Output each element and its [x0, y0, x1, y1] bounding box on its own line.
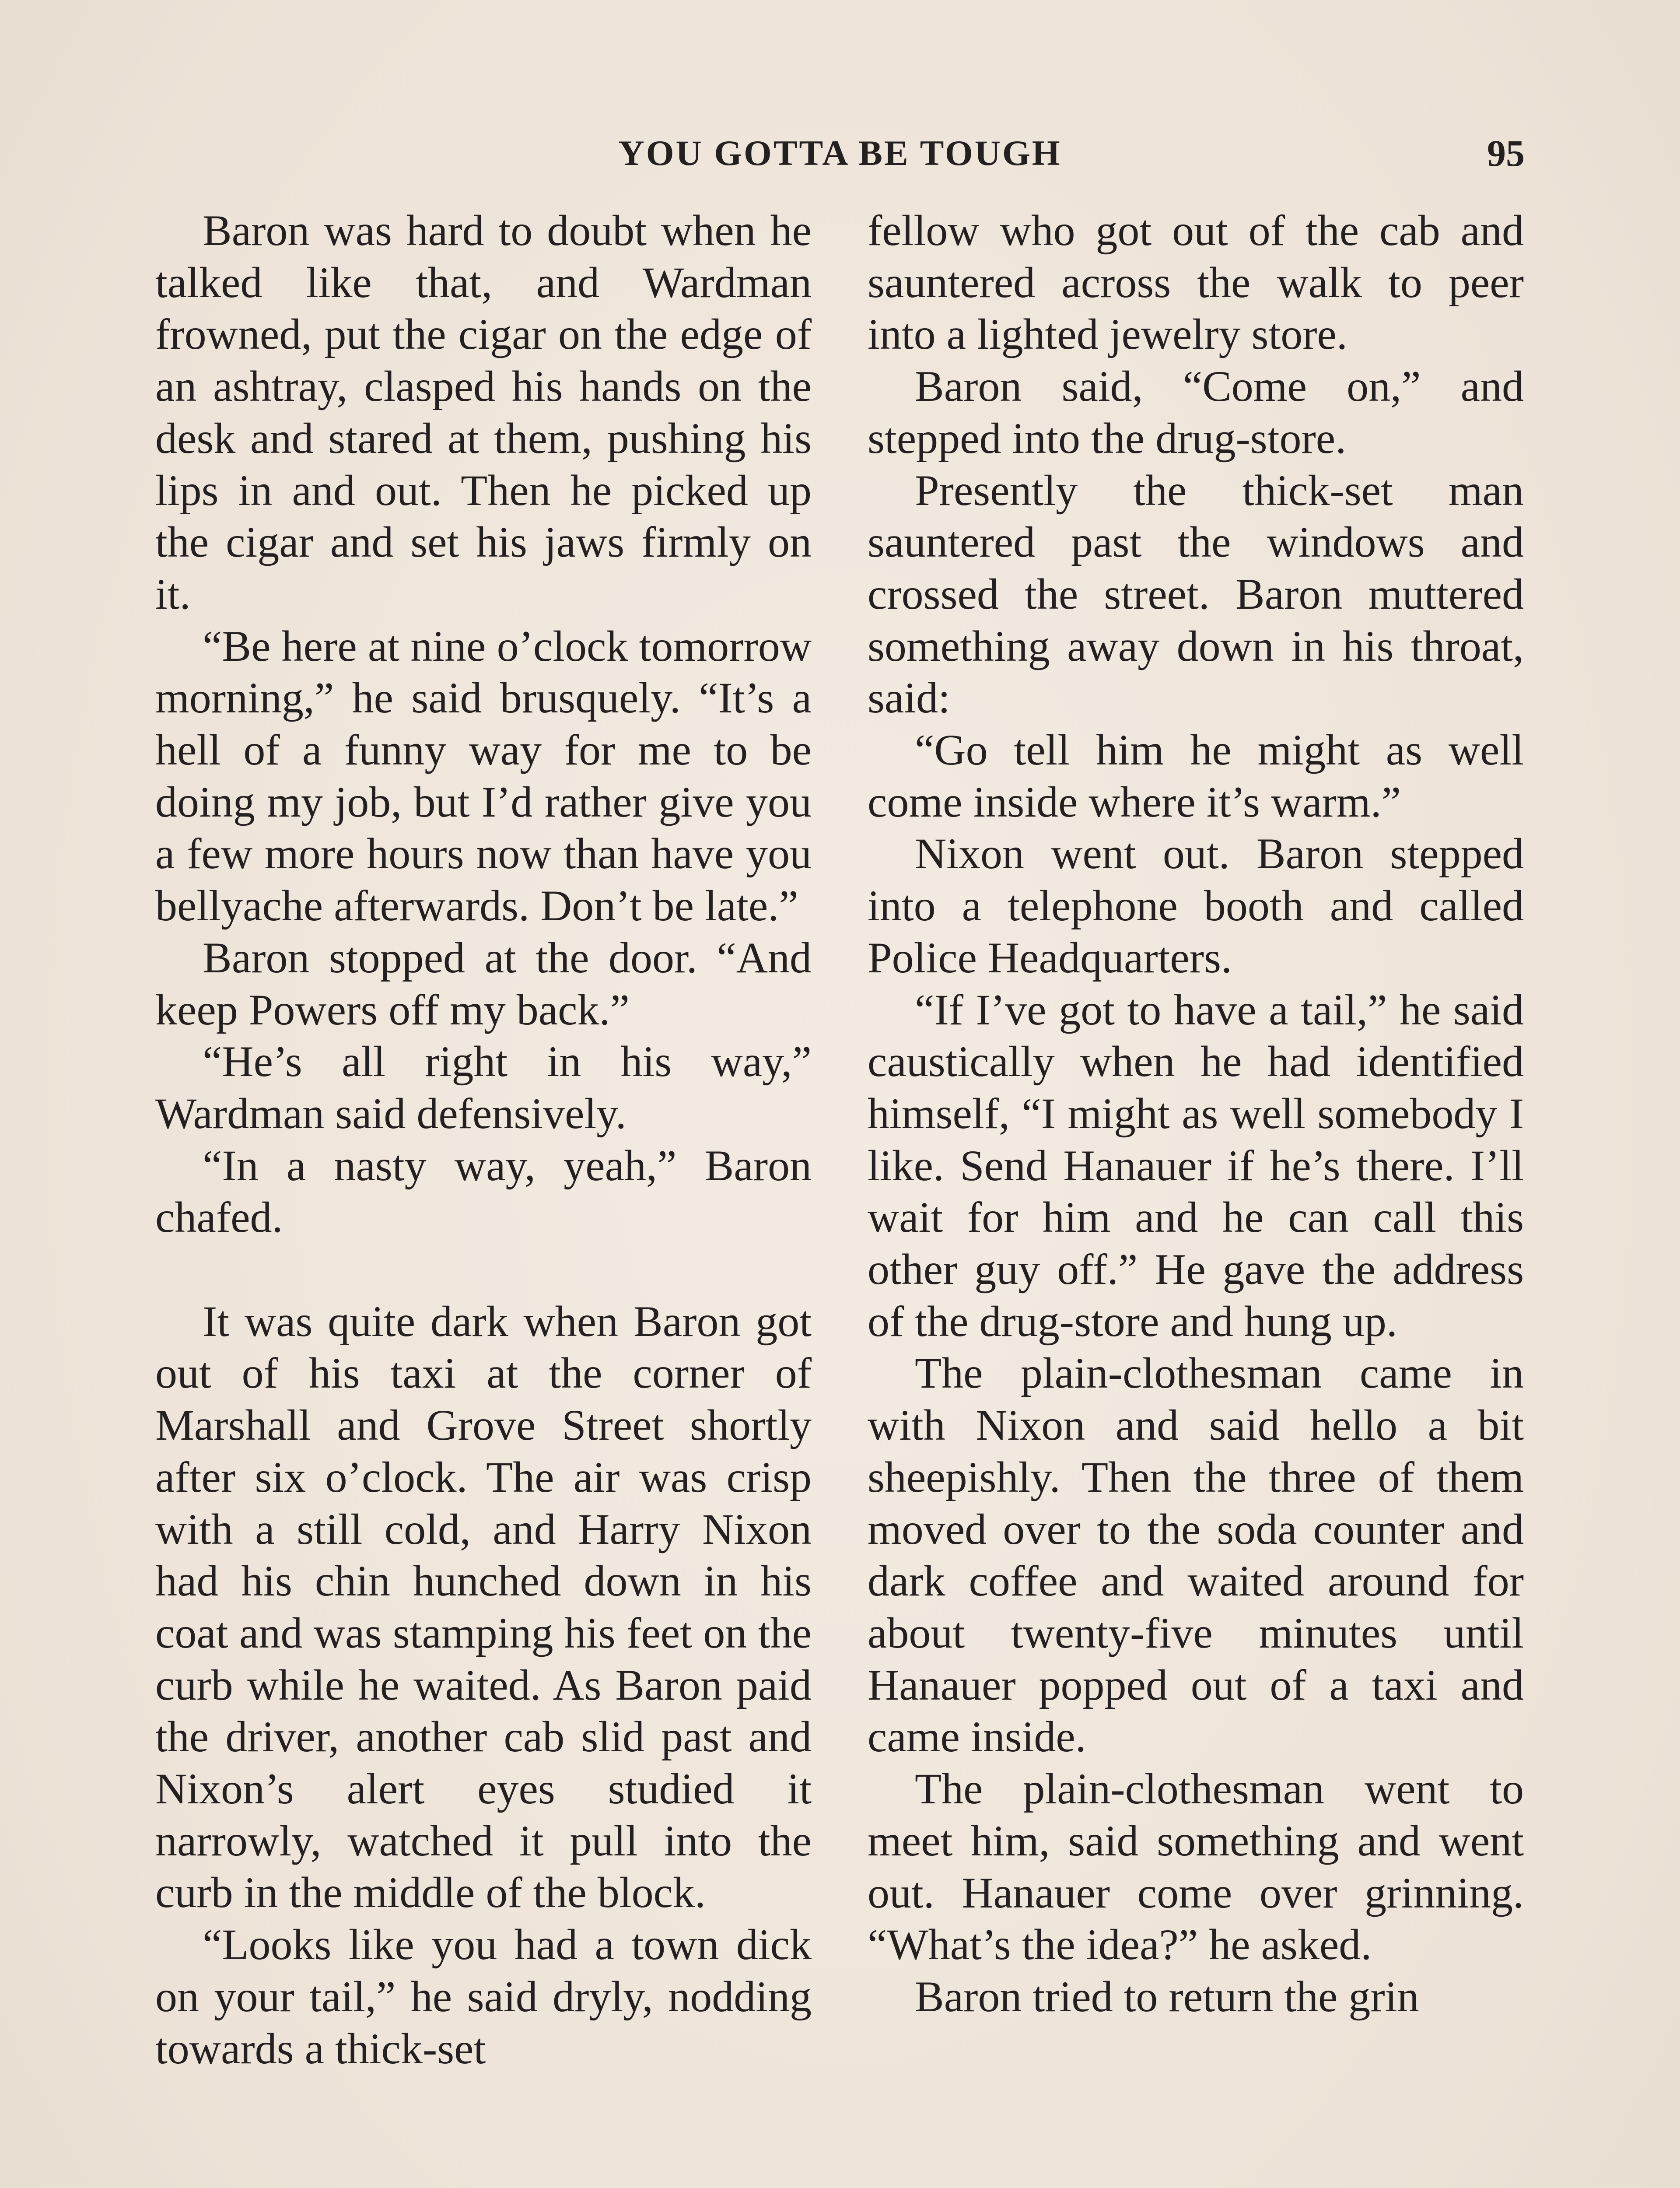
- page-number: 95: [1487, 132, 1525, 174]
- paragraph: It was quite dark when Baron got out of his taxi at the corner of Marshall and Grove Street shortly after six o’clock. The air was crisp with a still cold, and Harry Nixon had his chin hunched down in his coat and was stamping his feet on the curb while he waited. As Baron paid the driver, another cab slid past and Nixon’s alert eyes studied it narrowly, watched it pull into the curb in the middle of the block.: [155, 1297, 812, 1917]
- paragraph: “If I’ve got to have a tail,” he said caustically when he had identified himself, “I might as well somebody I like. Send Hanauer if he’s there. I’ll wait for him and he can call this other guy off.” He gave the address of the drug-store and hung up.: [868, 985, 1524, 1346]
- paragraph: The plain-clothesman came in with Nixon and said hello a bit sheepishly. Then the three of them moved over to the soda counter and dark coffee and waited around for about twenty-five minutes until Hanauer popped out of a taxi and came inside.: [868, 1349, 1524, 1761]
- running-head: [155, 127, 1525, 179]
- paragraph: “Be here at nine o’clock tomorrow morning,” he said brusquely. “It’s a hell of a funny way for me to be doing my job, but I’d rather give you a few more hours now than have you bellyache afterwards. Don’t be late.”: [155, 621, 812, 930]
- right-column: [868, 205, 1524, 2023]
- paragraph-continued: fellow who got out of the cab and sauntered across the walk to peer into a lighted jewelry store.: [868, 206, 1524, 359]
- paragraph: Presently the thick-set man sauntered past the windows and crossed the street. Baron muttered something away down in his throat, said:: [868, 466, 1524, 722]
- paragraph: Baron was hard to doubt when he talked like that, and Wardman frowned, put the cigar on the edge of an ashtray, clasped his hands on the desk and stared at them, pushing his lips in and out. Then he picked up the cigar and set his jaws firmly on it.: [155, 206, 812, 618]
- paragraph: “In a nasty way, yeah,” Baron chafed.: [155, 1141, 812, 1242]
- paragraph: The plain-clothesman went to meet him, said something and went out. Hanauer come over grinning. “What’s the idea?” he asked.: [868, 1764, 1524, 1969]
- left-column: [155, 205, 812, 2075]
- paragraph: “He’s all right in his way,” Wardman said defensively.: [155, 1037, 812, 1138]
- paragraph: Baron tried to return the grin: [915, 1972, 1419, 2021]
- paragraph: Nixon went out. Baron stepped into a telephone booth and called Police Headquarters.: [868, 829, 1524, 982]
- section-break: [155, 1244, 812, 1296]
- paragraph: “Looks like you had a town dick on your tail,” he said dryly, nodding towards a thick-set: [155, 1920, 812, 2073]
- paragraph: “Go tell him he might as well come inside where it’s warm.”: [868, 726, 1524, 826]
- paragraph: Baron stopped at the door. “And keep Powers off my back.”: [155, 933, 812, 1034]
- paragraph: Baron said, “Come on,” and stepped into the drug-store.: [868, 362, 1524, 463]
- running-title: YOU GOTTA BE TOUGH: [618, 133, 1062, 173]
